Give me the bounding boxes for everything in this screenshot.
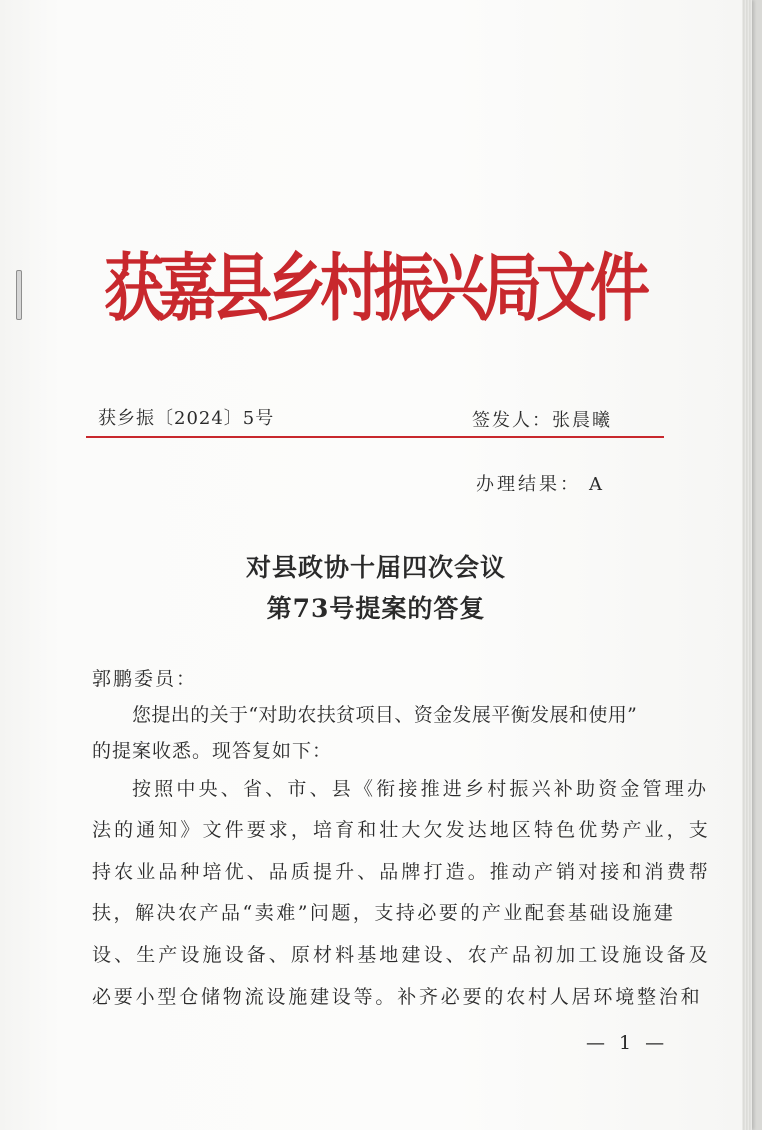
result-value: A [589,474,605,495]
body-line: 您提出的关于“对助农扶贫项目、资金发展平衡发展和使用” [132,704,638,726]
body-line: 必要小型仓储物流设施建设等。补齐必要的农村人居环境整治和 [92,986,703,1008]
document-number: 获乡振〔2024〕5号 [98,408,275,429]
subject-title-line-1: 对县政协十届四次会议 [245,553,506,582]
red-separator-line [86,436,664,438]
signer: 签发人：张晨曦 [472,410,612,431]
body-line: 按照中央、省、市、县《衔接推进乡村振兴补助资金管理办 [132,778,710,800]
body-line: 的提案收悉。现答复如下： [92,740,333,762]
staple [16,270,22,320]
subject-title-line-2: 第73号提案的答复 [266,594,486,623]
body-line: 设、生产设施设备、原材料基地建设、农产品初加工设施设备及 [92,944,711,966]
page-number: — 1 — [586,1032,669,1054]
result-label: 办理结果： [476,474,581,495]
issuer-header-title: 获嘉县乡村振兴局文件 [104,246,644,332]
body-line: 持农业品种培优、品质提升、品牌打造。推动产销对接和消费帮 [92,861,711,883]
body-line: 法的通知》文件要求，培育和壮大欠发达地区特色优势产业，支 [92,819,711,841]
body-line: 扶，解决农产品“卖难”问题，支持必要的产业配套基础设施建 [92,902,676,924]
handling-result [476,470,605,496]
salutation: 郭鹏委员： [92,668,198,690]
